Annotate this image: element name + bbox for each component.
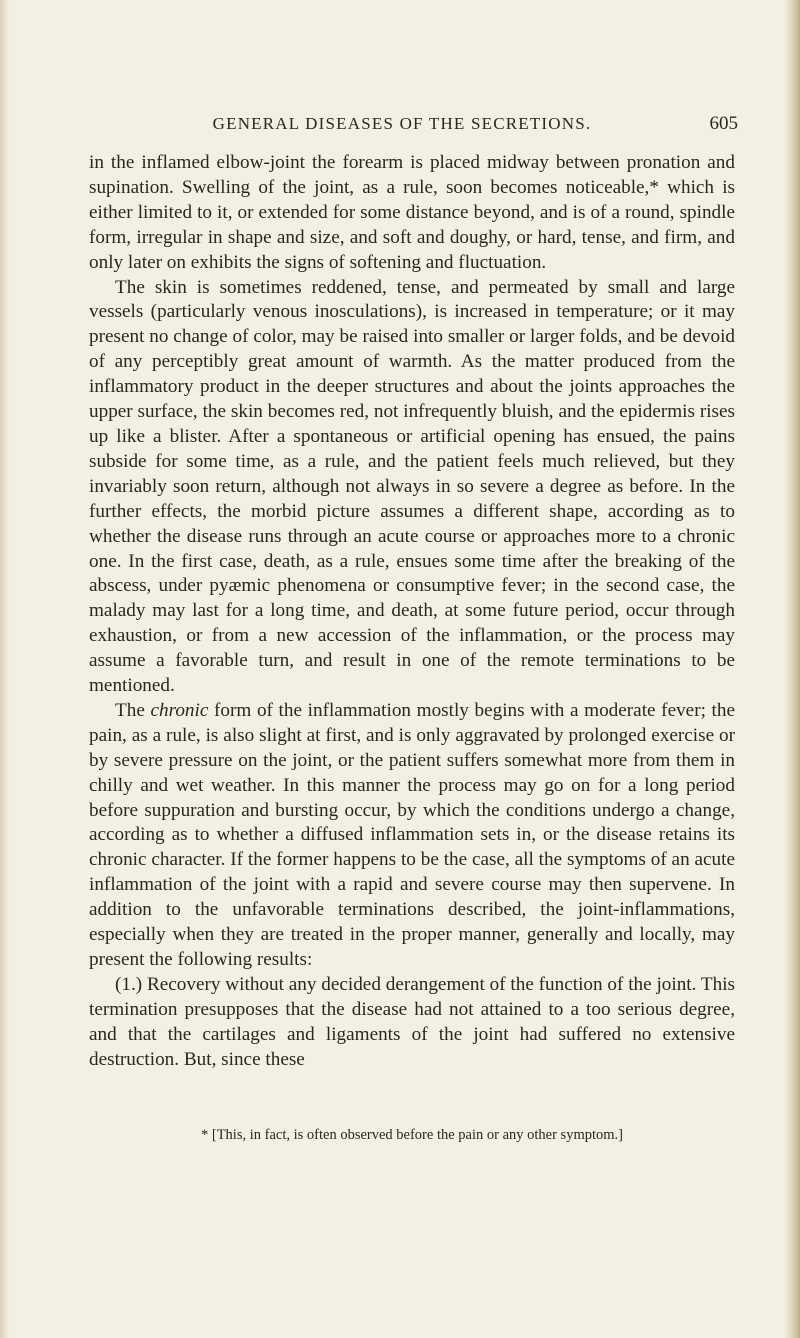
paragraph-3-italic-term: chronic xyxy=(150,699,209,721)
paragraph-1: in the inflamed elbow-joint the forearm is placed midway between pronation and supination. Swelling of the joint, as a rule, soon becomes noticeable,* which is either limited to it, or extended for some distance beyond, and is of a round, spindle form, irregular in shape and size, and soft and doughy, or hard, tense, and firm, and only later on exhibits the signs of softening and fluctuation. xyxy=(89,152,735,273)
page-number: 605 xyxy=(709,113,738,134)
page-left-edge-shadow xyxy=(0,0,10,1338)
running-header xyxy=(62,112,742,136)
paragraph-4: (1.) Recovery without any decided derangement of the function of the joint. This termination presupposes that the disease had not attained to a too serious degree, and that the cartilages and ligaments of the joint had suffered no extensive destruction. But, since these xyxy=(89,973,735,1070)
paragraph-3 xyxy=(89,699,735,973)
page-right-edge-shadow xyxy=(784,0,800,1338)
paragraph-3-rest: form of the inflammation mostly begins with a moderate fever; the pain, as a rule, is also slight at first, and is only aggravated by prolonged exercise or by severe pressure on the joint, or the patient suffers somewhat more from them in chilly and wet weather. In this manner the process may go on for a long period before suppuration and bursting occur, by which the conditions undergo a change, according as to whether a diffused inflammation sets in, or the disease retains its chronic character. If the former happens to be the case, all the symptoms of an acute inflammation of the joint with a rapid and severe course may then supervene. In addition to the unfavorable terminations described, the joint-inflammations, especially when they are treated in the proper manner, generally and locally, may present the following results: xyxy=(89,699,735,970)
paragraph-3-lead: The xyxy=(115,699,151,721)
footnote: * [This, in fact, is often observed before the pain or any other symptom.] xyxy=(201,1127,623,1143)
running-title: GENERAL DISEASES OF THE SECRETIONS. xyxy=(212,114,592,133)
body-text xyxy=(89,151,735,1073)
paragraph-2: The skin is sometimes reddened, tense, and permeated by small and large vessels (particularly venous inosculations), is increased in temperature; or it may present no change of color, may be raised into smaller or larger folds, and be devoid of any perceptibly great amount of warmth. As the matter produced from the inflammatory product in the deeper structures and about the joints approaches the upper surface, the skin becomes red, not infrequently bluish, and the epidermis rises up like a blister. After a spontaneous or artificial opening has ensued, the pains subside for some time, as a rule, and the patient feels much relieved, but they invariably soon return, although not always in so severe a degree as before. In the further effects, the morbid picture assumes a different shape, according as to whether the disease runs through an acute course or approaches more to a chronic one. In the first case, death, as a rule, ensues some time after the breaking of the abscess, under pyæmic phenomena or consumptive fever; in the second case, the malady may last for a long time, and death, at some future period, occur through exhaustion, or from a new accession of the inflammation, or the process may assume a favorable turn, and result in one of the remote terminations to be mentioned. xyxy=(89,276,735,697)
